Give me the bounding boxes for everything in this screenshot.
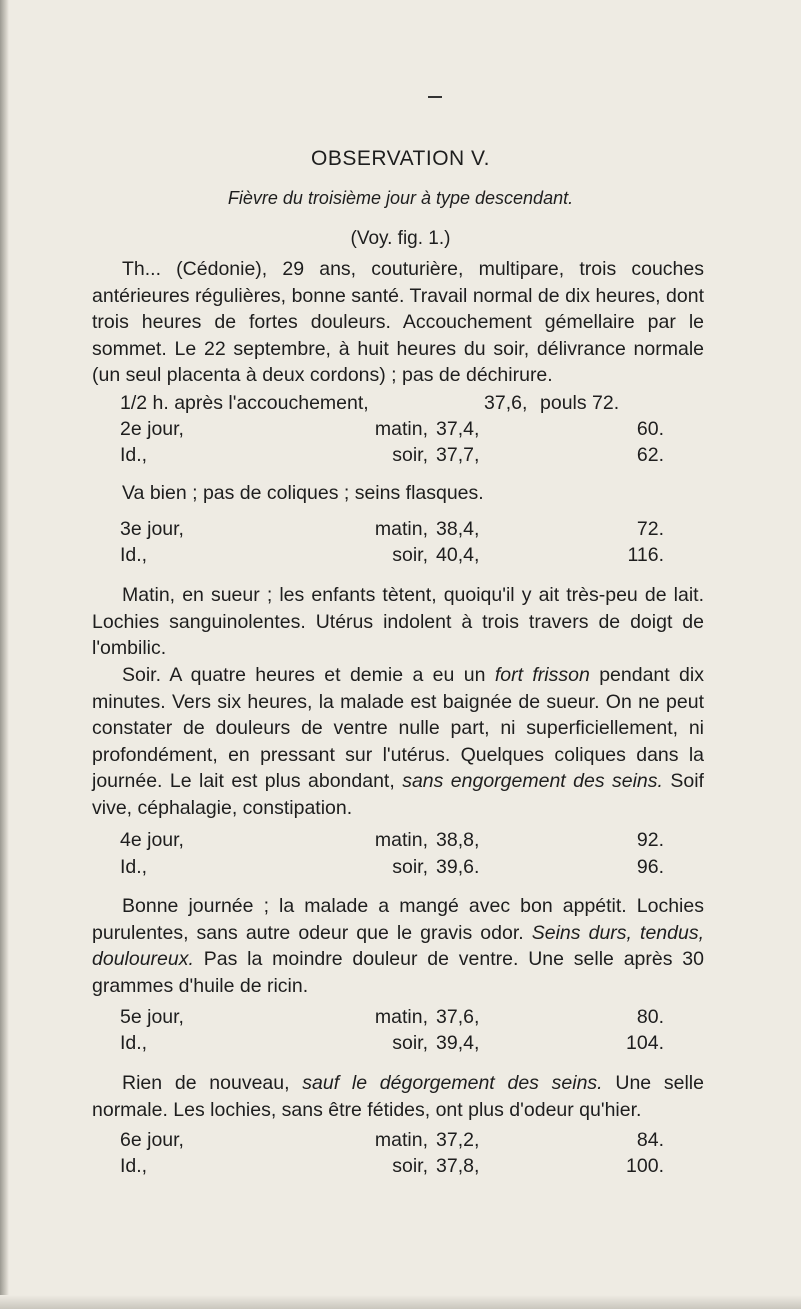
row-time: matin,	[374, 518, 428, 540]
row-pulse: 100.	[626, 1155, 664, 1177]
row-time: matin,	[374, 1006, 428, 1028]
row-pulse: 84.	[636, 1129, 664, 1151]
case-history-paragraph: Th... (Cédonie), 29 ans, couturière, multipare, trois couches antérieures régulières, bonne santé. Travail normal de dix heures, dont trois heures de fortes douleurs. Accouchement gémellaire par le sommet. Le 22 septembre, à huit heures du soir, délivrance normale (un seul placenta à deux cordons) ; pas de déchirure.	[92, 258, 704, 386]
note-text: Bonne journée ; la malade a mangé avec bon appétit. Lochies purulentes, sans autre odeur que le gravis odor.	[92, 895, 704, 944]
row-temperature: 38,8,	[436, 829, 480, 851]
temperature-row	[120, 1030, 680, 1056]
temperature-row	[120, 1127, 680, 1153]
row-pulse: pouls 72.	[540, 392, 620, 414]
row-temperature: 39,6.	[436, 856, 480, 878]
clinical-note	[92, 1070, 704, 1123]
observation-title: OBSERVATION V.	[311, 147, 490, 170]
temperature-row	[120, 542, 680, 568]
row-pulse: 60.	[636, 418, 664, 440]
note-emphasis: fort frisson	[494, 664, 590, 686]
note-emphasis: Seins durs, tendus, douloureux.	[92, 921, 704, 970]
row-day: 6e jour,	[120, 1129, 184, 1151]
observation-subtitle: Fièvre du troisième jour à type descendant.	[227, 188, 574, 208]
row-temperature: 37,8,	[436, 1155, 480, 1177]
note-text: Rien de nouveau,	[122, 1072, 303, 1094]
row-day: Id.,	[120, 544, 148, 566]
row-time: matin,	[374, 829, 428, 851]
row-day: Id.,	[120, 1032, 148, 1054]
temperature-row	[120, 1153, 680, 1179]
row-time: soir,	[392, 444, 428, 466]
row-day: 4e jour,	[120, 829, 184, 851]
clinical-note	[92, 662, 704, 821]
note-text: pendant dix minutes. Vers six heures, la malade est baignée de sueur. On ne peut constater de douleurs de ventre nulle part, ni superficiellement, ni profondément, en pressant sur l'utérus. Quelques coliques dans la journée. Le lait est plus abondant,	[92, 664, 704, 792]
row-temperature: 40,4,	[436, 544, 480, 566]
row-temperature: 39,4,	[436, 1032, 480, 1054]
note-text: Soif vive, céphalagie, constipation.	[92, 770, 704, 819]
row-pulse: 92.	[636, 829, 664, 851]
temperature-row	[120, 416, 680, 442]
temperature-row	[120, 1004, 680, 1030]
row-day: Id.,	[120, 856, 148, 878]
temperature-row	[120, 827, 680, 853]
page-bottom-shadow	[0, 1295, 801, 1309]
row-day: 2e jour,	[120, 418, 184, 440]
row-temperature: 37,2,	[436, 1129, 480, 1151]
temperature-row	[120, 390, 680, 416]
temperature-row	[120, 442, 680, 468]
row-pulse: 62.	[636, 444, 664, 466]
row-pulse: 104.	[626, 1032, 664, 1054]
note-emphasis: sans engorgement des seins.	[402, 770, 663, 792]
row-pulse: 80.	[636, 1006, 664, 1028]
row-time: soir,	[392, 544, 428, 566]
note-text: Soir. A quatre heures et demie a eu un	[122, 664, 495, 686]
row-pulse: 96.	[636, 856, 664, 878]
row-day: Id.,	[120, 1155, 148, 1177]
row-temperature: 37,6,	[484, 392, 528, 414]
row-temperature: 38,4,	[436, 518, 480, 540]
row-time: matin,	[374, 418, 428, 440]
row-time: soir,	[392, 856, 428, 878]
row-temperature: 37,4,	[436, 418, 480, 440]
folio-mark	[428, 96, 442, 98]
row-pulse: 72.	[636, 518, 664, 540]
row-day: Id.,	[120, 444, 148, 466]
row-temperature: 37,6,	[436, 1006, 480, 1028]
clinical-note: Va bien ; pas de coliques ; seins flasques.	[122, 482, 484, 504]
clinical-note	[92, 893, 704, 999]
row-day: 1/2 h. après l'accouchement,	[120, 392, 369, 414]
row-time: matin,	[374, 1129, 428, 1151]
row-pulse: 116.	[627, 544, 664, 566]
note-text: Pas la moindre douleur de ventre. Une selle après 30 grammes d'huile de ricin.	[92, 948, 704, 997]
note-emphasis: sauf le dégorgement des seins.	[302, 1072, 603, 1094]
clinical-note: Matin, en sueur ; les enfants tètent, quoiqu'il y ait très-peu de lait. Lochies sanguinolentes. Utérus indolent à trois travers de doigt de l'ombilic.	[92, 584, 704, 659]
row-day: 3e jour,	[120, 518, 184, 540]
figure-reference: (Voy. fig. 1.)	[350, 228, 451, 249]
row-time: soir,	[392, 1032, 428, 1054]
temperature-row	[120, 516, 680, 542]
row-time: soir,	[392, 1155, 428, 1177]
row-temperature: 37,7,	[436, 444, 480, 466]
temperature-row	[120, 854, 680, 880]
note-text: Une selle normale. Les lochies, sans être fétides, ont plus d'odeur qu'hier.	[92, 1072, 704, 1121]
row-day: 5e jour,	[120, 1006, 184, 1028]
